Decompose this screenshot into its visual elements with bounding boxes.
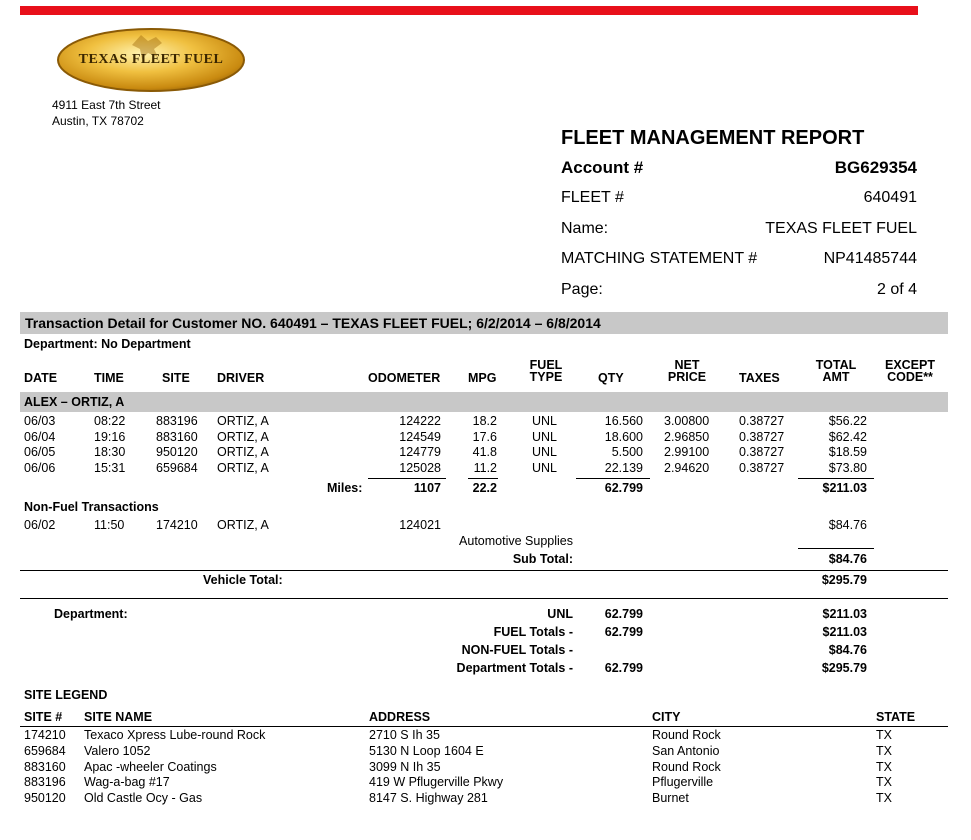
dept-unl-label: UNL	[547, 607, 573, 621]
txn-fuel: UNL	[532, 460, 558, 475]
dept-unl-total: $211.03	[822, 607, 867, 621]
txn-total: $62.42	[828, 429, 867, 444]
legend-city: San Antonio	[652, 743, 720, 758]
txn-qty: 16.560	[604, 414, 643, 428]
legend-name: Texaco Xpress Lube-round Rock	[84, 728, 266, 742]
col-net-price-line2: PRICE	[667, 370, 707, 384]
department-totals-label: Department Totals -	[456, 661, 573, 675]
miles-value: 1107	[413, 481, 441, 495]
txn-odometer: 125028	[399, 460, 441, 475]
page-value: 2 of 4	[876, 281, 917, 298]
txn-time: 18:30	[94, 445, 126, 459]
legend-state: TX	[876, 743, 892, 758]
txn-net: 2.96850	[664, 429, 710, 444]
subtotal-underline	[798, 548, 874, 549]
txn-total: $18.59	[828, 445, 867, 459]
site-legend-row	[0, 760, 971, 776]
legend-address: 5130 N Loop 1604 E	[369, 743, 484, 758]
site-legend-row	[0, 728, 971, 744]
fuel-totals-qty: 62.799	[604, 625, 643, 639]
matching-statement-label: MATCHING STATEMENT #	[561, 250, 758, 267]
txn-fuel: UNL	[532, 429, 558, 444]
legend-col-name: SITE NAME	[84, 710, 153, 724]
vehicle-total-value: $295.79	[821, 573, 867, 587]
site-legend-row	[0, 775, 971, 791]
company-address-line1: 4911 East 7th Street	[52, 98, 161, 112]
transaction-row	[0, 461, 971, 477]
miles-mpg: 22.2	[472, 481, 497, 495]
driver-group-label: ALEX – ORTIZ, A	[24, 395, 125, 409]
col-time: TIME	[94, 371, 124, 385]
txn-taxes: 0.38727	[739, 429, 785, 444]
transaction-row	[0, 414, 971, 430]
total-underline	[798, 478, 874, 479]
account-label: Account #	[561, 158, 644, 177]
fuel-totals-label: FUEL Totals -	[493, 625, 573, 639]
txn-mpg: 41.8	[472, 445, 497, 459]
subtotal-label: Sub Total:	[512, 552, 573, 566]
odometer-underline	[368, 478, 446, 479]
legend-site: 883196	[24, 775, 66, 790]
legend-site: 950120	[24, 791, 66, 806]
transaction-row	[0, 430, 971, 446]
nonfuel-total: $84.76	[828, 518, 867, 532]
txn-odometer: 124222	[399, 414, 441, 428]
txn-net: 3.00800	[664, 414, 710, 428]
legend-address: 3099 N Ih 35	[369, 759, 441, 774]
txn-net: 2.94620	[664, 460, 710, 475]
col-total-amt-line2: AMT	[822, 370, 850, 384]
mpg-underline	[468, 478, 498, 479]
nonfuel-driver: ORTIZ, A	[217, 518, 269, 532]
company-address-line2: Austin, TX 78702	[52, 114, 144, 128]
nonfuel-odometer: 124021	[399, 518, 441, 532]
txn-taxes: 0.38727	[739, 414, 785, 428]
dept-unl-qty: 62.799	[604, 607, 643, 621]
txn-driver: ORTIZ, A	[217, 460, 269, 475]
legend-col-site: SITE #	[24, 710, 63, 724]
txn-time: 19:16	[94, 429, 126, 444]
col-net-price	[664, 359, 710, 383]
logo-text: TEXAS FLEET FUEL	[78, 52, 224, 67]
txn-fuel: UNL	[532, 414, 558, 428]
legend-city: Pflugerville	[652, 775, 714, 790]
top-red-bar	[20, 6, 918, 15]
page-label: Page:	[561, 281, 603, 298]
txn-qty: 18.600	[604, 429, 643, 444]
legend-name: Wag-a-bag #17	[84, 775, 170, 790]
legend-state: TX	[876, 728, 892, 742]
site-legend-row	[0, 791, 971, 807]
txn-mpg: 11.2	[473, 460, 497, 475]
miles-total: $211.03	[822, 481, 867, 495]
legend-site: 174210	[24, 728, 66, 742]
legend-address: 8147 S. Highway 281	[369, 791, 488, 806]
vehicle-total-label: Vehicle Total:	[203, 573, 283, 587]
col-driver: DRIVER	[217, 371, 265, 385]
legend-name: Old Castle Ocy - Gas	[84, 791, 203, 806]
col-taxes: TAXES	[739, 371, 780, 385]
txn-date: 06/05	[24, 445, 56, 459]
miles-label: Miles:	[327, 481, 363, 495]
legend-header-line	[20, 726, 948, 727]
col-site: SITE	[162, 371, 190, 385]
site-legend-row	[0, 744, 971, 760]
txn-driver: ORTIZ, A	[217, 414, 269, 428]
legend-col-state: STATE	[876, 710, 916, 724]
col-fuel-type	[524, 359, 568, 383]
nonfuel-transaction-row	[0, 518, 971, 534]
department-line: Department: No Department	[24, 337, 191, 351]
txn-site: 950120	[156, 445, 198, 459]
report-title: FLEET MANAGEMENT REPORT	[561, 127, 865, 149]
txn-time: 15:31	[94, 460, 126, 475]
name-label: Name:	[561, 220, 609, 237]
legend-state: TX	[876, 791, 892, 806]
col-odometer: ODOMETER	[368, 371, 441, 385]
nonfuel-totals-label: NON-FUEL Totals -	[461, 643, 573, 657]
legend-col-city: CITY	[652, 710, 681, 724]
col-fuel-type-line1: FUEL	[529, 358, 563, 372]
txn-taxes: 0.38727	[739, 460, 785, 475]
txn-time: 08:22	[94, 414, 126, 428]
col-mpg: MPG	[468, 371, 497, 385]
legend-city: Round Rock	[652, 728, 721, 742]
legend-city: Round Rock	[652, 759, 721, 774]
txn-odometer: 124779	[399, 445, 441, 459]
matching-statement-value: NP41485744	[823, 250, 917, 267]
txn-site: 659684	[156, 460, 198, 475]
legend-city: Burnet	[652, 791, 689, 806]
vehicle-divider-top	[20, 570, 948, 571]
txn-driver: ORTIZ, A	[217, 429, 269, 444]
col-date: DATE	[24, 371, 58, 385]
col-qty: QTY	[598, 371, 624, 385]
miles-qty: 62.799	[604, 481, 643, 495]
txn-mpg: 18.2	[472, 414, 497, 428]
col-except-code-line2: CODE**	[887, 370, 933, 384]
legend-state: TX	[876, 759, 892, 774]
department-totals-qty: 62.799	[604, 661, 643, 675]
txn-date: 06/03	[24, 414, 56, 428]
txn-site: 883196	[156, 414, 198, 428]
transaction-row	[0, 445, 971, 461]
col-net-price-line1: NET	[674, 358, 700, 372]
department-totals-total: $295.79	[821, 661, 867, 675]
account-value: BG629354	[834, 158, 917, 177]
legend-address: 419 W Pflugerville Pkwy	[369, 775, 504, 790]
legend-name: Valero 1052	[84, 743, 151, 758]
txn-site: 883160	[156, 429, 198, 444]
detail-heading: Transaction Detail for Customer NO. 640491 – TEXAS FLEET FUEL; 6/2/2014 – 6/8/2014	[25, 315, 601, 331]
txn-total: $56.22	[828, 414, 867, 428]
nonfuel-site: 174210	[156, 518, 198, 532]
fuel-totals-total: $211.03	[822, 625, 867, 639]
txn-qty: 5.500	[611, 445, 643, 459]
nonfuel-time: 11:50	[94, 518, 125, 532]
driver-group-band	[20, 392, 948, 412]
nonfuel-totals-total: $84.76	[828, 643, 867, 657]
txn-fuel: UNL	[532, 445, 558, 459]
col-fuel-type-line2: TYPE	[529, 370, 563, 384]
txn-net: 2.99100	[664, 445, 710, 459]
col-total-amt-line1: TOTAL	[815, 358, 857, 372]
col-except-code-line1: EXCEPT	[884, 358, 935, 372]
txn-date: 06/06	[24, 460, 56, 475]
txn-odometer: 124549	[399, 429, 441, 444]
txn-mpg: 17.6	[472, 429, 497, 444]
col-total-amt	[812, 359, 860, 383]
nonfuel-item: Automotive Supplies	[459, 534, 573, 548]
legend-state: TX	[876, 775, 892, 790]
subtotal-value: $84.76	[828, 552, 867, 566]
legend-site: 659684	[24, 743, 66, 758]
txn-taxes: 0.38727	[739, 445, 785, 459]
txn-qty: 22.139	[604, 460, 643, 475]
legend-name: Apac -wheeler Coatings	[84, 759, 217, 774]
site-legend-heading: SITE LEGEND	[24, 688, 108, 702]
col-except-code	[880, 359, 940, 383]
name-value: TEXAS FLEET FUEL	[765, 220, 917, 237]
txn-driver: ORTIZ, A	[217, 445, 269, 459]
dept-label: Department:	[54, 607, 128, 621]
vehicle-divider-bottom	[20, 598, 948, 599]
nonfuel-heading: Non-Fuel Transactions	[24, 500, 159, 514]
fleet-label: FLEET #	[561, 189, 624, 206]
qty-underline	[576, 478, 650, 479]
fleet-value: 640491	[863, 189, 917, 206]
txn-date: 06/04	[24, 429, 56, 444]
legend-site: 883160	[24, 759, 66, 774]
company-logo	[56, 27, 246, 93]
nonfuel-date: 06/02	[24, 518, 56, 532]
legend-address: 2710 S Ih 35	[369, 728, 440, 742]
legend-col-address: ADDRESS	[369, 710, 431, 724]
txn-total: $73.80	[828, 460, 867, 475]
